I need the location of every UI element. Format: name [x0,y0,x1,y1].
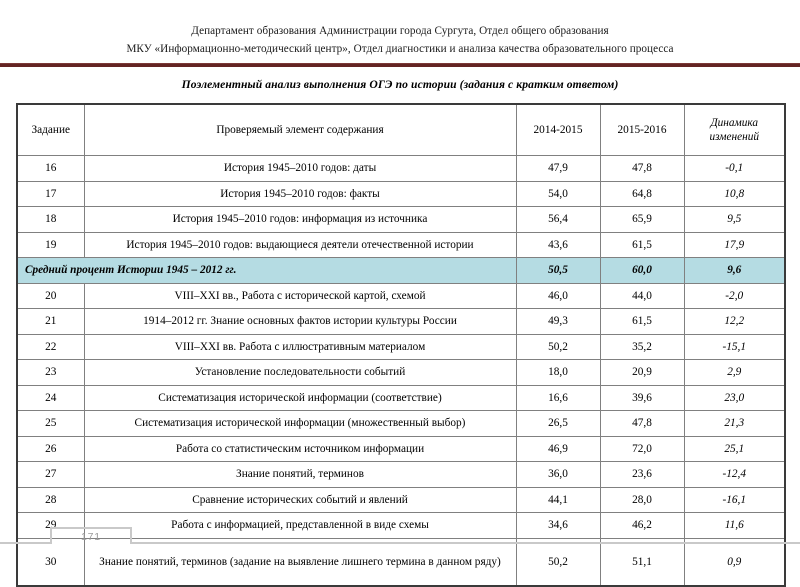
cell-content-element: Систематизация исторической информации (соответствие) [84,385,516,411]
cell-content-element: Работа со статистическим источником информации [84,436,516,462]
table-row [17,207,785,233]
table-row [17,283,785,309]
cell-task-number: 24 [17,385,84,411]
cell-value-dynamics: 23,0 [684,385,785,411]
cell-value-2015-2016: 60,0 [600,258,684,284]
table-row [17,232,785,258]
cell-value-2015-2016: 44,0 [600,283,684,309]
cell-task-number: 18 [17,207,84,233]
page-footer [0,522,800,552]
cell-value-dynamics: 21,3 [684,411,785,437]
header-line-1: Департамент образования Администрации города Сургута, Отдел общего образования [191,25,609,37]
footer-rule-left [0,542,50,544]
cell-content-element: История 1945–2010 годов: факты [84,181,516,207]
table-row [17,181,785,207]
cell-value-2014-2015: 16,6 [516,385,600,411]
cell-task-number: 28 [17,487,84,513]
cell-value-2015-2016: 39,6 [600,385,684,411]
cell-content-element: VIII–XXI вв. Работа с иллюстративным материалом [84,334,516,360]
cell-task-number: 25 [17,411,84,437]
cell-value-dynamics: -2,0 [684,283,785,309]
table-row [17,156,785,182]
column-header-dynamics-line1: Динамика [710,117,759,129]
cell-value-2014-2015: 50,2 [516,334,600,360]
column-header-element: Проверяемый элемент содержания [84,104,516,156]
cell-task-number: 29 [17,513,84,539]
analysis-table [16,103,786,587]
cell-value-2015-2016: 64,8 [600,181,684,207]
table-row [17,360,785,386]
cell-task-number: 21 [17,309,84,335]
cell-value-dynamics: 11,6 [684,513,785,539]
cell-value-dynamics: 17,9 [684,232,785,258]
cell-value-2015-2016: 23,6 [600,462,684,488]
cell-value-dynamics: 9,6 [684,258,785,284]
cell-average-label: Средний процент Истории 1945 – 2012 гг. [17,258,516,284]
cell-value-dynamics: 2,9 [684,360,785,386]
cell-value-2015-2016: 72,0 [600,436,684,462]
header-line-2: МКУ «Информационно-методический центр», Отдел диагностики и анализа качества образовательного процесса [126,43,674,55]
page-title: Поэлементный анализ выполнения ОГЭ по истории (задания с кратким ответом) [181,78,619,91]
footer-rule-right [132,542,800,544]
cell-content-element: История 1945–2010 годов: даты [84,156,516,182]
cell-content-element: История 1945–2010 годов: выдающиеся деятели отечественной истории [84,232,516,258]
cell-value-2015-2016: 20,9 [600,360,684,386]
cell-content-element: VIII–XXI вв., Работа с исторической картой, схемой [84,283,516,309]
table-row [17,436,785,462]
cell-task-number: 27 [17,462,84,488]
cell-content-element: Работа с информацией, представленной в виде схемы [84,513,516,539]
table-header [17,104,785,156]
page-header [0,0,800,67]
cell-value-2015-2016: 61,5 [600,309,684,335]
cell-value-2014-2015: 46,0 [516,283,600,309]
cell-task-number: 22 [17,334,84,360]
cell-value-2014-2015: 46,9 [516,436,600,462]
cell-content-element: Сравнение исторических событий и явлений [84,487,516,513]
table-row [17,487,785,513]
column-header-dynamics-line2: изменений [709,131,760,143]
cell-content-element: Систематизация исторической информации (множественный выбор) [84,411,516,437]
page-number: 171 [81,531,101,543]
cell-value-2014-2015: 44,1 [516,487,600,513]
cell-value-2014-2015: 50,5 [516,258,600,284]
cell-content-element: Установление последовательности событий [84,360,516,386]
cell-value-2014-2015: 36,0 [516,462,600,488]
column-header-task: Задание [17,104,84,156]
cell-value-2014-2015: 26,5 [516,411,600,437]
cell-value-2015-2016: 65,9 [600,207,684,233]
column-header-2015-2016: 2015-2016 [600,104,684,156]
cell-task-number: 23 [17,360,84,386]
table-body [17,156,785,586]
header-divider [0,63,800,67]
table-row [17,258,785,284]
cell-value-2014-2015: 54,0 [516,181,600,207]
cell-value-dynamics: 10,8 [684,181,785,207]
cell-value-dynamics: 9,5 [684,207,785,233]
cell-value-dynamics: -0,1 [684,156,785,182]
cell-value-2014-2015: 43,6 [516,232,600,258]
cell-value-2015-2016: 28,0 [600,487,684,513]
table-header-row [17,104,785,156]
cell-content-element: История 1945–2010 годов: информация из источника [84,207,516,233]
cell-task-number: 17 [17,181,84,207]
table-row [17,309,785,335]
cell-task-number: 19 [17,232,84,258]
cell-value-dynamics: 25,1 [684,436,785,462]
cell-value-dynamics: -15,1 [684,334,785,360]
table-row [17,385,785,411]
cell-value-2015-2016: 51,1 [600,538,684,586]
cell-value-2014-2015: 56,4 [516,207,600,233]
cell-task-number: 20 [17,283,84,309]
cell-value-2014-2015: 18,0 [516,360,600,386]
cell-value-dynamics: 12,2 [684,309,785,335]
cell-task-number: 16 [17,156,84,182]
cell-task-number: 30 [17,538,84,586]
table-row [17,334,785,360]
cell-value-2014-2015: 34,6 [516,513,600,539]
cell-task-number: 26 [17,436,84,462]
table-row [17,411,785,437]
cell-content-element: 1914–2012 гг. Знание основных фактов истории культуры России [84,309,516,335]
column-header-2014-2015: 2014-2015 [516,104,600,156]
cell-value-2014-2015: 50,2 [516,538,600,586]
cell-value-2015-2016: 47,8 [600,411,684,437]
cell-value-dynamics: -16,1 [684,487,785,513]
cell-value-dynamics: -12,4 [684,462,785,488]
cell-value-2015-2016: 61,5 [600,232,684,258]
cell-value-2014-2015: 49,3 [516,309,600,335]
cell-value-2014-2015: 47,9 [516,156,600,182]
cell-value-2015-2016: 35,2 [600,334,684,360]
table-row [17,462,785,488]
analysis-table-wrapper [16,103,784,587]
cell-value-2015-2016: 47,8 [600,156,684,182]
cell-value-dynamics: 0,9 [684,538,785,586]
cell-content-element: Знание понятий, терминов [84,462,516,488]
cell-value-2015-2016: 46,2 [600,513,684,539]
cell-content-element: Знание понятий, терминов (задание на выявление лишнего термина в данном ряду) [84,538,516,586]
column-header-dynamics [684,104,785,156]
